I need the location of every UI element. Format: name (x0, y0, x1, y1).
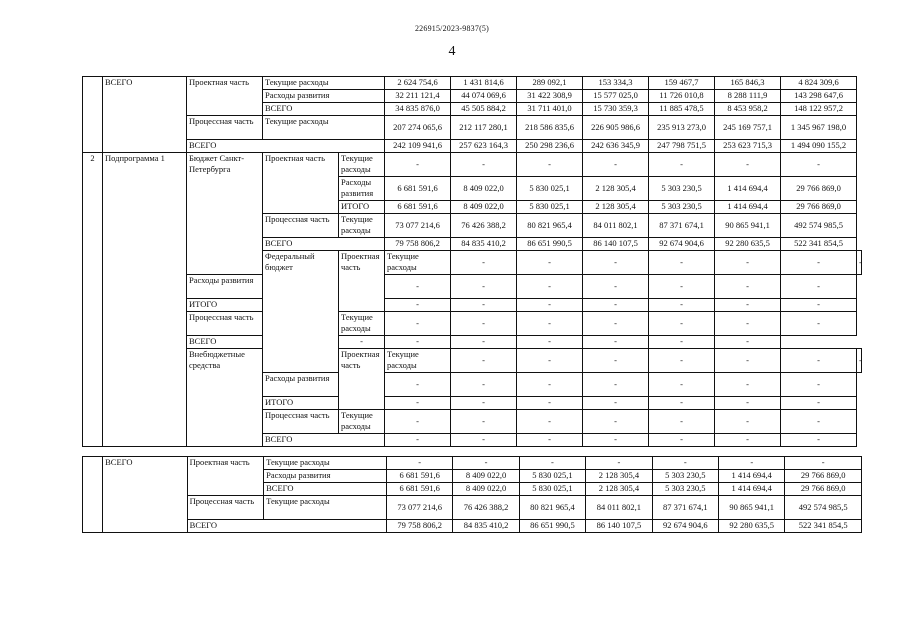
value-cell: 84 011 802,1 (583, 214, 649, 238)
current-exp-label: Текущие расходы (263, 77, 385, 90)
empty-value-cell: - (517, 251, 583, 275)
empty-value-cell: - (649, 153, 715, 177)
empty-value-cell: - (781, 349, 857, 373)
total-label: ВСЕГО (263, 434, 385, 447)
value-cell: 90 865 941,1 (719, 496, 785, 520)
total-label-cell: ВСЕГО (103, 77, 187, 153)
value-cell: 86 651 990,5 (517, 238, 583, 251)
empty-value-cell: - (517, 397, 583, 410)
project-part-cell: Проектная часть (187, 457, 263, 496)
table-row (83, 520, 862, 533)
empty-value-cell: - (715, 153, 781, 177)
empty-value-cell: - (517, 336, 583, 349)
value-cell: 92 674 904,6 (652, 520, 718, 533)
empty-value-cell: - (451, 299, 517, 312)
empty-value-cell: - (386, 457, 452, 470)
empty-value-cell: - (781, 434, 857, 447)
value-cell: 2 128 305,4 (583, 177, 649, 201)
document-id: 226915/2023-9837(5) (414, 24, 489, 33)
empty-value-cell: - (517, 434, 583, 447)
value-cell: 11 885 478,5 (649, 103, 715, 116)
empty-value-cell: - (451, 434, 517, 447)
empty-value-cell: - (583, 275, 649, 299)
value-cell: 492 574 985,5 (785, 496, 862, 520)
value-cell: 5 303 230,5 (649, 201, 715, 214)
value-cell: 8 453 958,2 (715, 103, 781, 116)
empty-value-cell: - (385, 397, 451, 410)
empty-value-cell: - (857, 349, 862, 373)
empty-value-cell: - (649, 397, 715, 410)
value-cell: 11 726 010,8 (649, 90, 715, 103)
value-cell: 245 169 757,1 (715, 116, 781, 140)
process-part-cell: Процессная часть (263, 214, 339, 238)
empty-value-cell: - (451, 410, 517, 434)
value-cell: 148 122 957,2 (781, 103, 857, 116)
empty-value-cell: - (583, 312, 649, 336)
value-cell: 76 426 388,2 (451, 214, 517, 238)
value-cell: 235 913 273,0 (649, 116, 715, 140)
value-cell: 8 409 022,0 (451, 201, 517, 214)
empty-value-cell: - (781, 251, 857, 275)
value-cell: 6 681 591,6 (386, 470, 452, 483)
empty-value-cell: - (583, 349, 649, 373)
dev-exp-label: Расходы развития (187, 275, 263, 299)
value-cell: 31 422 308,9 (517, 90, 583, 103)
extra-budget-cell: Внебюджетные средства (187, 349, 263, 447)
value-cell: 8 409 022,0 (453, 470, 519, 483)
empty-value-cell: - (453, 457, 519, 470)
value-cell: 4 824 309,6 (781, 77, 857, 90)
table-row (83, 153, 862, 177)
empty-value-cell: - (649, 373, 715, 397)
bottom-table-body (83, 457, 862, 533)
value-cell: 80 821 965,4 (517, 214, 583, 238)
value-cell: 8 409 022,0 (451, 177, 517, 201)
federal-budget-cell: Федеральный бюджет (263, 251, 339, 373)
empty-value-cell: - (715, 299, 781, 312)
value-cell: 86 651 990,5 (519, 520, 585, 533)
empty-value-cell: - (517, 153, 583, 177)
value-cell: 1 414 694,4 (715, 201, 781, 214)
empty-value-cell: - (385, 312, 451, 336)
project-part-cell: Проектная часть (263, 153, 339, 214)
empty-value-cell: - (517, 349, 583, 373)
empty-value-cell: - (385, 434, 451, 447)
table-row (83, 496, 862, 520)
empty-value-cell: - (583, 434, 649, 447)
value-cell: 32 211 121,4 (385, 90, 451, 103)
empty-value-cell: - (715, 349, 781, 373)
empty-value-cell: - (785, 457, 862, 470)
value-cell: 5 830 025,1 (519, 470, 585, 483)
value-cell: 2 128 305,4 (586, 470, 652, 483)
value-cell: 79 758 806,2 (386, 520, 452, 533)
table-row (83, 140, 862, 153)
value-cell: 207 274 065,6 (385, 116, 451, 140)
empty-value-cell: - (781, 275, 857, 299)
dev-exp-label: Расходы развития (339, 177, 385, 201)
value-cell: 289 092,1 (517, 77, 583, 90)
value-cell: 29 766 869,0 (781, 201, 857, 214)
current-exp-label: Текущие расходы (264, 496, 387, 520)
row-number-cell (83, 77, 103, 153)
value-cell: 492 574 985,5 (781, 214, 857, 238)
empty-value-cell: - (451, 153, 517, 177)
table-body (83, 77, 862, 447)
empty-value-cell: - (451, 373, 517, 397)
empty-value-cell: - (583, 299, 649, 312)
empty-value-cell: - (649, 312, 715, 336)
current-exp-label: Текущие расходы (339, 153, 385, 177)
table-row (83, 275, 862, 299)
value-cell: 87 371 674,1 (652, 496, 718, 520)
value-cell: 87 371 674,1 (649, 214, 715, 238)
value-cell: 6 681 591,6 (385, 177, 451, 201)
empty-value-cell: - (451, 397, 517, 410)
total-label: ВСЕГО (263, 103, 385, 116)
value-cell: 15 730 359,3 (583, 103, 649, 116)
value-cell: 92 280 635,5 (715, 238, 781, 251)
dev-exp-label: Расходы развития (263, 373, 339, 397)
value-cell: 8 409 022,0 (453, 483, 519, 496)
empty-value-cell: - (451, 275, 517, 299)
empty-value-cell: - (385, 410, 451, 434)
value-cell: 29 766 869,0 (785, 483, 862, 496)
value-cell: 5 303 230,5 (652, 470, 718, 483)
current-exp-label: Текущие расходы (339, 214, 385, 238)
bottom-total-table (82, 456, 862, 533)
table-row (83, 299, 862, 312)
project-part-cell: Проектная часть (339, 349, 385, 410)
value-cell: 84 011 802,1 (586, 496, 652, 520)
value-cell: 1 414 694,4 (715, 177, 781, 201)
empty-value-cell: - (715, 275, 781, 299)
value-cell: 143 298 647,6 (781, 90, 857, 103)
value-cell: 522 341 854,5 (785, 520, 862, 533)
value-cell: 253 623 715,3 (715, 140, 781, 153)
current-exp-label: Текущие расходы (339, 312, 385, 336)
current-exp-label: Текущие расходы (385, 349, 451, 373)
empty-value-cell: - (517, 312, 583, 336)
value-cell: 31 711 401,0 (517, 103, 583, 116)
value-cell: 76 426 388,2 (453, 496, 519, 520)
itogo-label: ИТОГО (187, 299, 263, 312)
empty-value-cell: - (586, 457, 652, 470)
budget-table (82, 76, 862, 447)
empty-value-cell: - (517, 373, 583, 397)
page-number: 4 (448, 44, 456, 59)
empty-value-cell: - (719, 457, 785, 470)
empty-value-cell: - (385, 336, 451, 349)
value-cell: 250 298 236,6 (517, 140, 583, 153)
empty-value-cell: - (649, 275, 715, 299)
value-cell: 73 077 214,6 (385, 214, 451, 238)
empty-value-cell: - (517, 275, 583, 299)
value-cell: 218 586 835,6 (517, 116, 583, 140)
total-label-cell: ВСЕГО (103, 457, 188, 533)
row-number-cell (83, 457, 103, 533)
value-cell: 153 334,3 (583, 77, 649, 90)
value-cell: 5 830 025,1 (517, 177, 583, 201)
value-cell: 84 835 410,2 (453, 520, 519, 533)
value-cell: 29 766 869,0 (785, 470, 862, 483)
empty-value-cell: - (385, 153, 451, 177)
budget-spb-cell: Бюджет Санкт-Петербурга (187, 153, 263, 275)
value-cell: 2 624 754,6 (385, 77, 451, 90)
empty-value-cell: - (339, 336, 385, 349)
value-cell: 90 865 941,1 (715, 214, 781, 238)
value-cell: 247 798 751,5 (649, 140, 715, 153)
empty-value-cell: - (583, 410, 649, 434)
table-row (83, 349, 862, 373)
value-cell: 44 074 069,6 (451, 90, 517, 103)
value-cell: 2 128 305,4 (586, 483, 652, 496)
table-row (83, 312, 862, 336)
value-cell: 522 341 854,5 (781, 238, 857, 251)
empty-value-cell: - (715, 373, 781, 397)
value-cell: 226 905 986,6 (583, 116, 649, 140)
value-cell: 1 414 694,4 (719, 470, 785, 483)
empty-value-cell: - (715, 336, 781, 349)
total-label: ВСЕГО (263, 238, 385, 251)
value-cell: 5 303 230,5 (649, 177, 715, 201)
value-cell: 45 505 884,2 (451, 103, 517, 116)
empty-value-cell: - (385, 373, 451, 397)
empty-value-cell: - (857, 251, 862, 275)
empty-value-cell: - (715, 397, 781, 410)
empty-value-cell: - (385, 299, 451, 312)
empty-value-cell: - (451, 349, 517, 373)
dev-exp-label: Расходы развития (264, 470, 387, 483)
value-cell: 242 636 345,9 (583, 140, 649, 153)
empty-value-cell: - (519, 457, 585, 470)
value-cell: 86 140 107,5 (583, 238, 649, 251)
value-cell: 15 577 025,0 (583, 90, 649, 103)
empty-value-cell: - (781, 410, 857, 434)
row-number-cell: 2 (83, 153, 103, 447)
empty-value-cell: - (583, 373, 649, 397)
value-cell: 1 414 694,4 (719, 483, 785, 496)
value-cell: 5 830 025,1 (519, 483, 585, 496)
itogo-label: ИТОГО (339, 201, 385, 214)
process-part-cell: Процессная часть (187, 116, 263, 140)
dev-exp-label: Расходы развития (263, 90, 385, 103)
empty-value-cell: - (652, 457, 718, 470)
empty-value-cell: - (715, 410, 781, 434)
subprogram-name-cell: Подпрограмма 1 (103, 153, 187, 447)
empty-value-cell: - (649, 299, 715, 312)
value-cell: 5 303 230,5 (652, 483, 718, 496)
empty-value-cell: - (583, 336, 649, 349)
value-cell: 1 431 814,6 (451, 77, 517, 90)
value-cell: 5 830 025,1 (517, 201, 583, 214)
value-cell: 86 140 107,5 (586, 520, 652, 533)
process-part-cell: Процессная часть (263, 410, 339, 434)
value-cell: 92 674 904,6 (649, 238, 715, 251)
empty-value-cell: - (781, 312, 857, 336)
empty-value-cell: - (781, 397, 857, 410)
empty-value-cell: - (517, 410, 583, 434)
process-part-cell: Процессная часть (187, 312, 263, 336)
empty-value-cell: - (781, 373, 857, 397)
empty-value-cell: - (715, 434, 781, 447)
value-cell: 6 681 591,6 (386, 483, 452, 496)
value-cell: 73 077 214,6 (386, 496, 452, 520)
value-cell: 6 681 591,6 (385, 201, 451, 214)
empty-value-cell: - (649, 434, 715, 447)
total-label: ВСЕГО (264, 483, 387, 496)
empty-value-cell: - (451, 336, 517, 349)
table-row (83, 336, 862, 349)
value-cell: 1 345 967 198,0 (781, 116, 857, 140)
empty-value-cell: - (583, 397, 649, 410)
current-exp-label: Текущие расходы (263, 116, 385, 140)
total-label: ВСЕГО (187, 140, 385, 153)
empty-value-cell: - (649, 349, 715, 373)
value-cell: 92 280 635,5 (719, 520, 785, 533)
empty-value-cell: - (649, 251, 715, 275)
current-exp-label: Текущие расходы (264, 457, 387, 470)
empty-value-cell: - (781, 299, 857, 312)
value-cell: 84 835 410,2 (451, 238, 517, 251)
itogo-label: ИТОГО (263, 397, 339, 410)
table-row (83, 77, 862, 90)
value-cell: 212 117 280,1 (451, 116, 517, 140)
value-cell: 8 288 111,9 (715, 90, 781, 103)
value-cell: 242 109 941,6 (385, 140, 451, 153)
process-part-cell: Процессная часть (187, 496, 263, 520)
value-cell: 165 846,3 (715, 77, 781, 90)
empty-value-cell: - (583, 251, 649, 275)
value-cell: 34 835 876,0 (385, 103, 451, 116)
empty-value-cell: - (385, 275, 451, 299)
empty-value-cell: - (517, 299, 583, 312)
value-cell: 29 766 869,0 (781, 177, 857, 201)
empty-value-cell: - (649, 410, 715, 434)
value-cell: 257 623 164,3 (451, 140, 517, 153)
empty-value-cell: - (781, 153, 857, 177)
empty-value-cell: - (583, 153, 649, 177)
value-cell: 79 758 806,2 (385, 238, 451, 251)
empty-value-cell: - (715, 251, 781, 275)
total-label: ВСЕГО (187, 520, 386, 533)
empty-value-cell: - (451, 312, 517, 336)
value-cell: 159 467,7 (649, 77, 715, 90)
value-cell: 80 821 965,4 (519, 496, 585, 520)
empty-value-cell: - (451, 251, 517, 275)
table-row (83, 116, 862, 140)
table-row (83, 457, 862, 470)
empty-value-cell: - (649, 336, 715, 349)
value-cell: 2 128 305,4 (583, 201, 649, 214)
project-part-cell: Проектная часть (187, 77, 263, 116)
current-exp-label: Текущие расходы (385, 251, 451, 275)
total-label: ВСЕГО (187, 336, 339, 349)
value-cell: 1 494 090 155,2 (781, 140, 857, 153)
project-part-cell: Проектная часть (339, 251, 385, 312)
current-exp-label: Текущие расходы (339, 410, 385, 434)
empty-value-cell: - (715, 312, 781, 336)
